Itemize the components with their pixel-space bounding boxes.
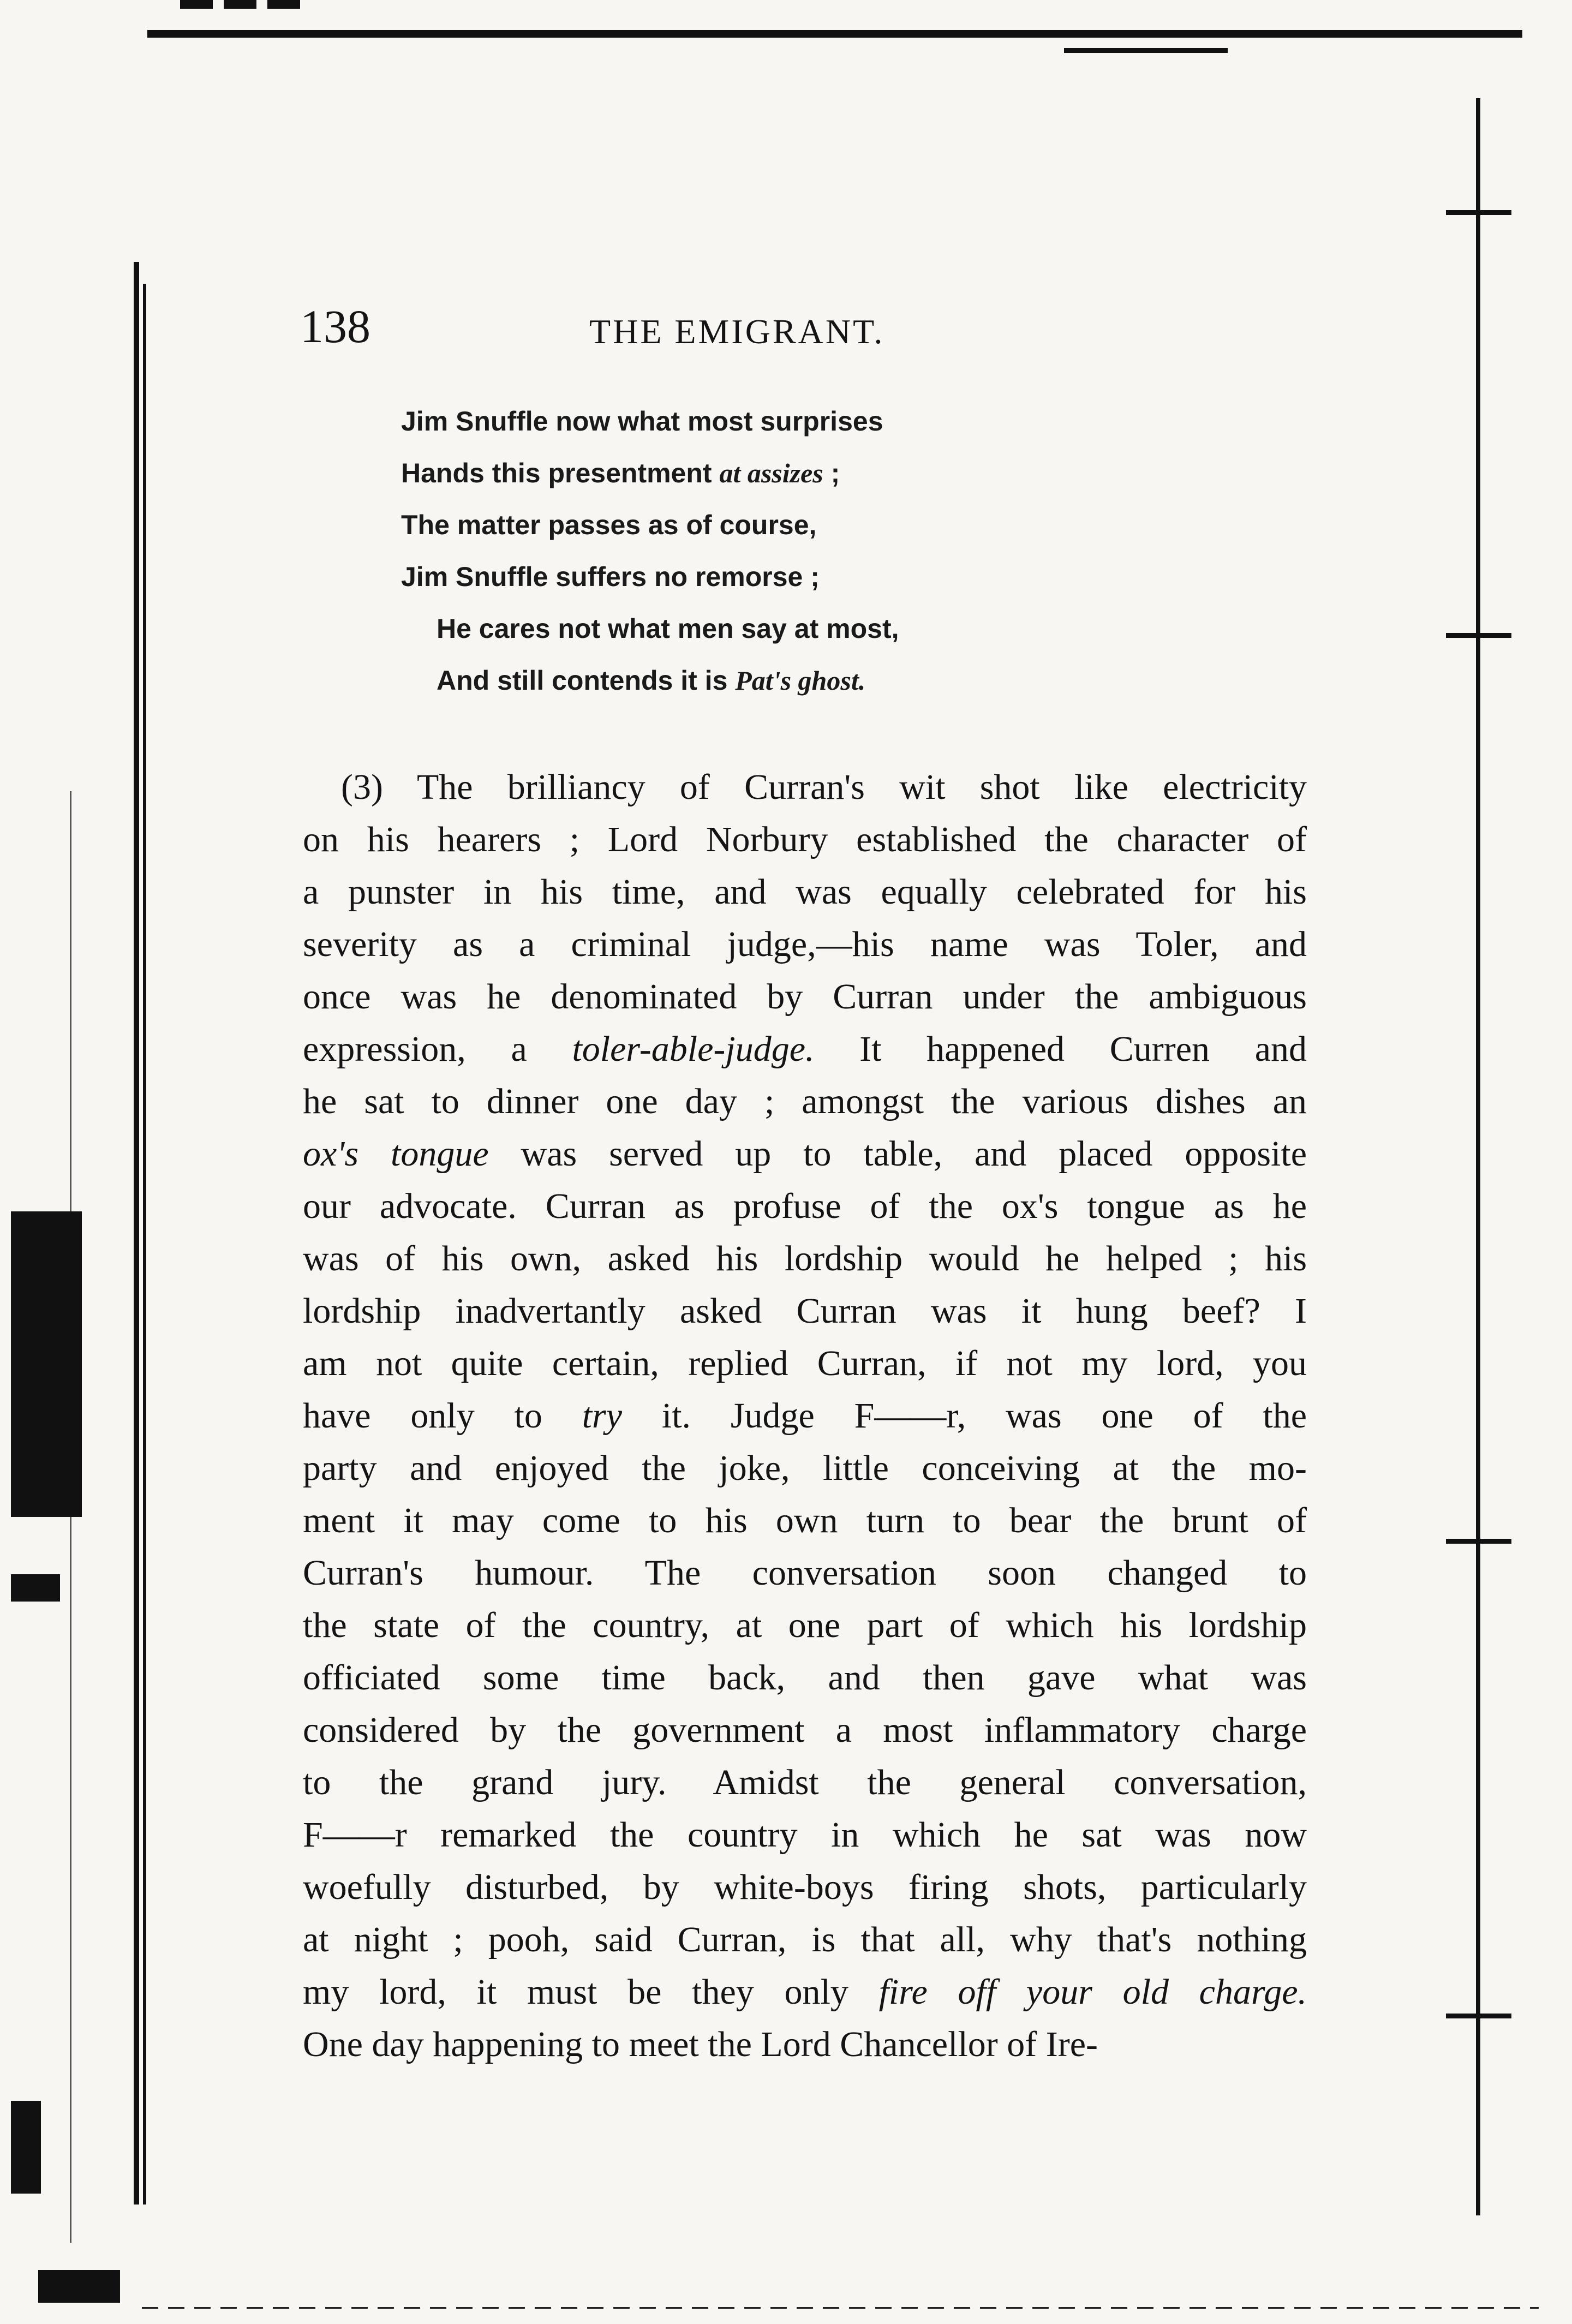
italic-text: try xyxy=(582,1396,623,1436)
verse-line xyxy=(401,447,1110,499)
binding-edge-line xyxy=(143,284,146,2204)
prose-line xyxy=(303,1704,1307,1757)
prose-line xyxy=(303,2018,1307,2071)
text-run: He cares not what men say at most, xyxy=(437,613,899,644)
text-run: to the grand jury. Amidst the general conversation, xyxy=(303,1763,1307,1802)
verse-line xyxy=(401,396,1110,447)
scan-rule-bottom xyxy=(142,2307,1539,2309)
fold-tick xyxy=(1446,633,1511,638)
text-run: once was he denominated by Curran under the ambiguous xyxy=(303,977,1307,1017)
text-run: woefully disturbed, by white-boys firing shots, particularly xyxy=(303,1867,1307,1907)
text-run: party and enjoyed the joke, little conceiving at the mo- xyxy=(303,1448,1307,1488)
text-run: he sat to dinner one day ; amongst the various dishes an xyxy=(303,1082,1307,1121)
text-run: it. Judge F——r, was one of the xyxy=(622,1396,1307,1436)
page-number: 138 xyxy=(300,300,370,353)
prose-line xyxy=(303,1547,1307,1599)
prose-line xyxy=(303,761,1307,814)
text-run: our advocate. Curran as profuse of the ox's tongue as he xyxy=(303,1186,1307,1226)
prose-line xyxy=(303,814,1307,866)
text-run: Curran's humour. The conversation soon changed to xyxy=(303,1553,1307,1593)
fold-tick xyxy=(1446,210,1511,215)
italic-text: at assizes xyxy=(719,458,823,488)
italic-text: ox's tongue xyxy=(303,1134,489,1174)
prose-line xyxy=(303,1390,1307,1442)
text-run: my lord, it must be they only xyxy=(303,1972,879,2012)
text-run: (3) The brilliancy of Curran's wit shot like electricity xyxy=(341,767,1307,807)
prose-line xyxy=(303,1914,1307,1966)
fold-tick xyxy=(1446,2014,1511,2018)
scan-shadow-block xyxy=(11,1574,60,1602)
scan-rule-top xyxy=(147,30,1522,38)
prose-line xyxy=(303,1023,1307,1076)
prose-line xyxy=(303,1599,1307,1652)
running-head: THE EMIGRANT. xyxy=(589,312,885,351)
text-run: considered by the government a most inflammatory charge xyxy=(303,1710,1307,1750)
binding-edge-line xyxy=(134,262,139,2204)
text-run: Jim Snuffle now what most surprises xyxy=(401,406,883,437)
text-run: And still contends it is xyxy=(437,665,736,696)
text-run: at night ; pooh, said Curran, is that all, why that's nothing xyxy=(303,1920,1307,1959)
prose-line xyxy=(303,1966,1307,2018)
scan-rule-top-short xyxy=(1064,48,1228,53)
prose-line xyxy=(303,1180,1307,1233)
text-run: F——r remarked the country in which he sat was now xyxy=(303,1815,1307,1855)
text-run: on his hearers ; Lord Norbury established the character of xyxy=(303,820,1307,859)
scan-mark-top xyxy=(180,0,311,9)
text-run: have only to xyxy=(303,1396,582,1436)
text-run: was of his own, asked his lordship would he helped ; his xyxy=(303,1239,1307,1279)
text-run: a punster in his time, and was equally celebrated for his xyxy=(303,872,1307,912)
page-fold-line xyxy=(1476,98,1480,2215)
italic-text: toler-able-judge. xyxy=(572,1029,815,1069)
text-run: the state of the country, at one part of which his lordship xyxy=(303,1605,1307,1645)
prose-line xyxy=(303,1337,1307,1390)
prose-line xyxy=(303,971,1307,1023)
prose-line xyxy=(303,1076,1307,1128)
text-run: lordship inadvertantly asked Curran was it hung beef? I xyxy=(303,1291,1307,1331)
text-run: ment it may come to his own turn to bear the brunt of xyxy=(303,1501,1307,1540)
verse-line xyxy=(401,551,1110,603)
page-header xyxy=(300,299,1310,359)
text-run: Jim Snuffle suffers no remorse ; xyxy=(401,561,820,592)
scan-shadow-block xyxy=(11,2101,41,2194)
verse-block xyxy=(401,396,1110,707)
prose-line xyxy=(303,1861,1307,1914)
scan-shadow-block xyxy=(38,2270,120,2303)
verse-line xyxy=(401,655,1110,707)
text-run: Hands this presentment xyxy=(401,458,720,488)
text-run: expression, a xyxy=(303,1029,572,1069)
prose-line xyxy=(303,1495,1307,1547)
text-run: officiated some time back, and then gave what was xyxy=(303,1658,1307,1698)
prose-line xyxy=(303,1128,1307,1180)
prose-line xyxy=(303,918,1307,971)
prose-line xyxy=(303,866,1307,918)
prose-line xyxy=(303,1757,1307,1809)
prose-line xyxy=(303,1285,1307,1337)
prose-line xyxy=(303,1233,1307,1285)
footnote-paragraph xyxy=(303,761,1307,2071)
binding-edge-line xyxy=(70,791,71,2243)
verse-line xyxy=(401,499,1110,551)
prose-line xyxy=(303,1652,1307,1704)
italic-text: fire off your old charge. xyxy=(878,1972,1307,2012)
text-run: ; xyxy=(823,458,840,488)
text-run: severity as a criminal judge,—his name was Toler, and xyxy=(303,924,1307,964)
italic-text: Pat's ghost. xyxy=(735,665,866,696)
text-run: am not quite certain, replied Curran, if not my lord, you xyxy=(303,1343,1307,1383)
scan-shadow-block xyxy=(11,1211,82,1517)
text-run: One day happening to meet the Lord Chancellor of Ire- xyxy=(303,2024,1098,2064)
prose-line xyxy=(303,1809,1307,1861)
text-run: It happened Curren and xyxy=(814,1029,1307,1069)
verse-line xyxy=(401,603,1110,655)
text-run: was served up to table, and placed opposite xyxy=(488,1134,1307,1174)
prose-line xyxy=(303,1442,1307,1495)
text-run: The matter passes as of course, xyxy=(401,510,817,540)
fold-tick xyxy=(1446,1539,1511,1544)
